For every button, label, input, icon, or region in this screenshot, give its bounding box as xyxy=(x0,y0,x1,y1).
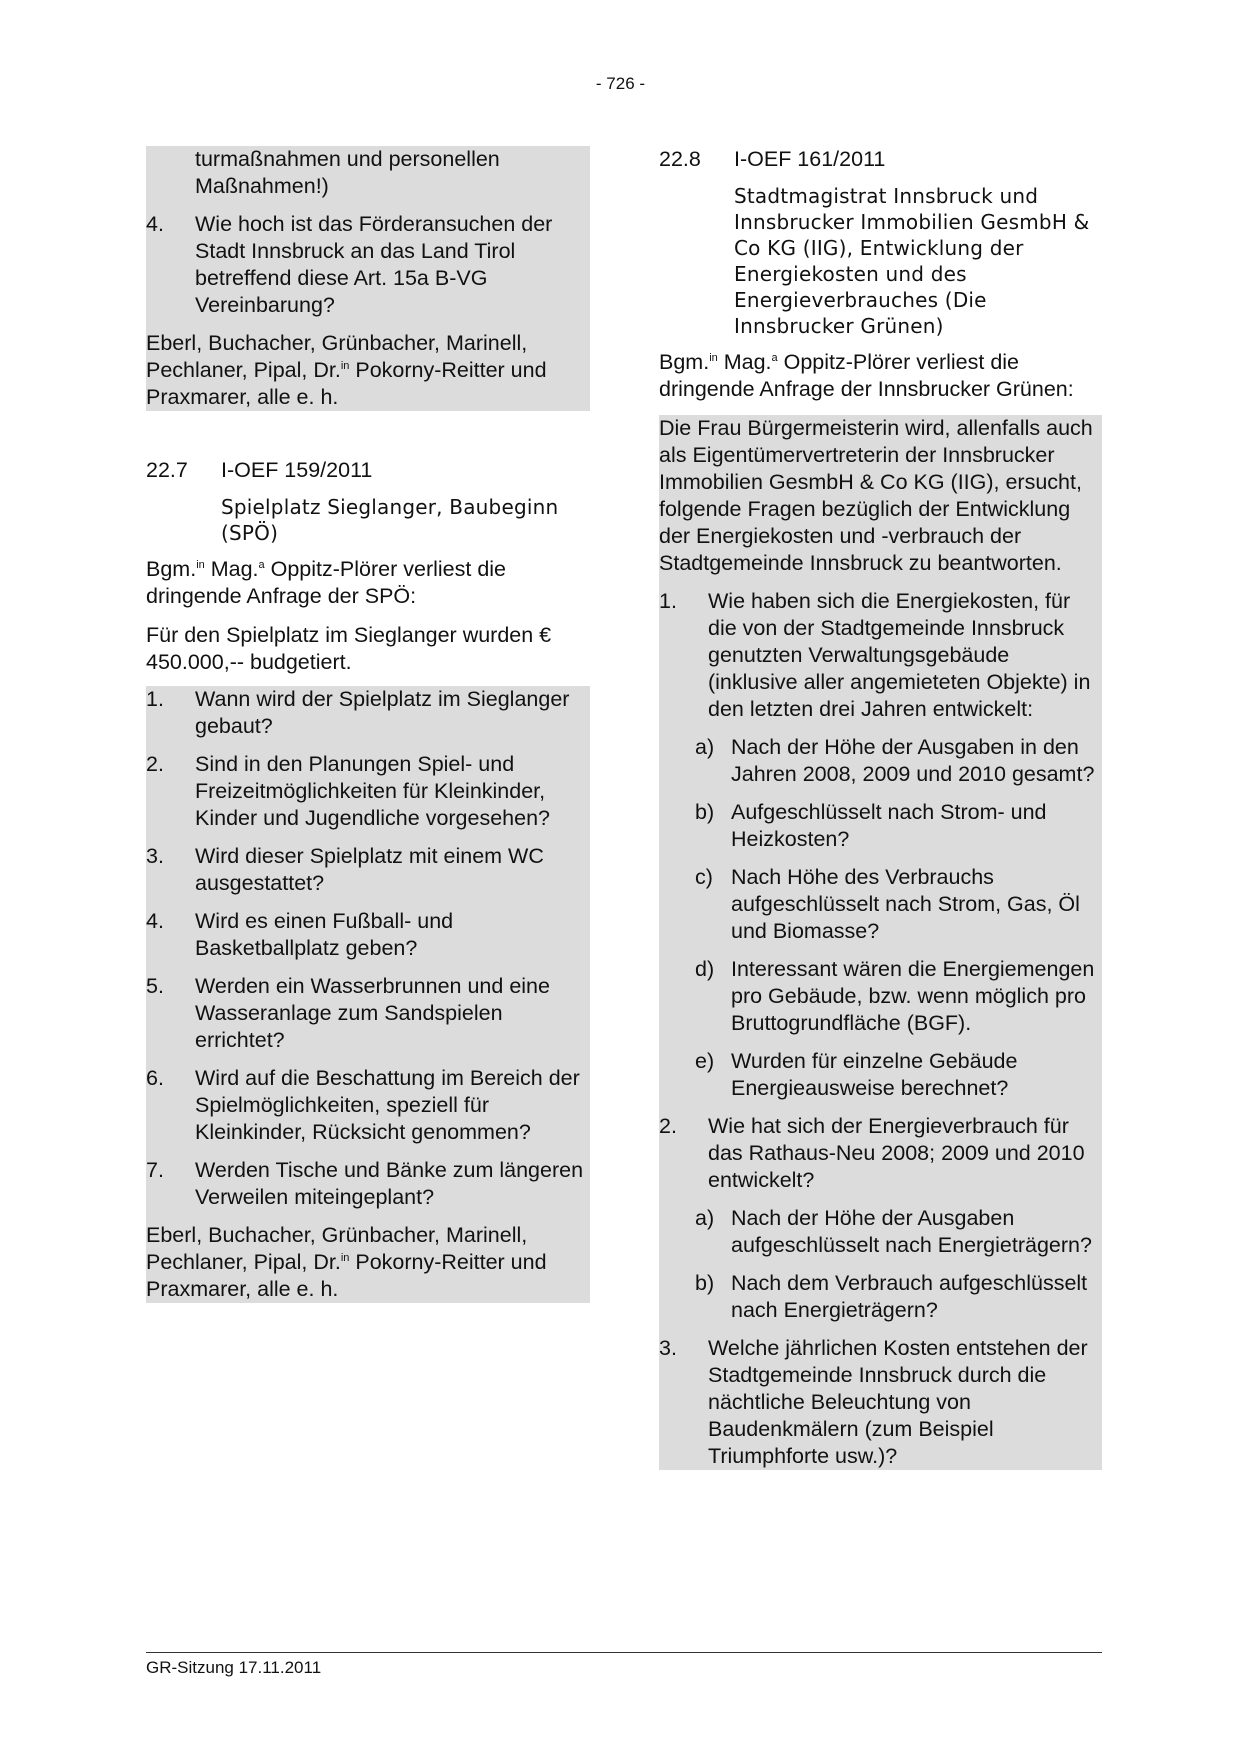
intro-paragraph: Bgm.$^{in}$ Mag.$^a$ Oppitz-Plörer verliest die dringende Anfrage der Innsbrucker Grünen: xyxy=(659,350,1074,401)
question-text: Wie hoch ist das Förderansuchen der Stadt Innsbruck an das Land Tirol betreffend diese Art. 15a B-VG Vereinbarung? xyxy=(195,212,553,317)
question-item xyxy=(659,1113,1102,1194)
continuation-line-2: Maßnahmen!) xyxy=(195,174,329,198)
item-number: 3. xyxy=(146,844,164,868)
shaded-block-request xyxy=(659,415,1102,1470)
item-number: 7. xyxy=(146,1158,164,1182)
item-number: b) xyxy=(695,800,715,824)
list-item xyxy=(695,1048,1102,1102)
list-item xyxy=(695,956,1102,1037)
item-number: c) xyxy=(695,865,713,889)
item-text: Aufgeschlüsselt nach Strom- und Heizkosten? xyxy=(731,800,1047,851)
section-title: Spielplatz Sieglanger, Baubeginn (SPÖ) xyxy=(221,495,559,545)
question-item xyxy=(146,211,590,319)
item-number: 4. xyxy=(146,909,164,933)
item-number: b) xyxy=(695,1271,715,1295)
list-item xyxy=(146,751,590,832)
question-item xyxy=(659,1335,1102,1470)
list-item xyxy=(695,1205,1102,1259)
list-item xyxy=(695,1270,1102,1324)
list-item xyxy=(695,864,1102,945)
item-number: a) xyxy=(695,1206,715,1230)
item-number: e) xyxy=(695,1049,715,1073)
item-text: Nach der Höhe der Ausgaben aufgeschlüsselt nach Energieträgern? xyxy=(731,1206,1092,1257)
signers: Eberl, Buchacher, Grünbacher, Marinell, Pechlaner, Pipal, Dr.$^{in}$ Pokorny-Reitter und Praxmarer, alle e. h. xyxy=(146,331,547,409)
item-text: Interessant wären die Energiemengen pro Gebäude, bzw. wenn möglich pro Bruttogrundfläche (BGF). xyxy=(731,957,1095,1035)
item-text: Nach dem Verbrauch aufgeschlüsselt nach Energieträgern? xyxy=(731,1271,1088,1322)
item-number: 1. xyxy=(146,687,164,711)
continuation-line-1: turmaßnahmen und personellen xyxy=(195,147,500,171)
list-item xyxy=(695,734,1102,788)
sub-question-list xyxy=(695,1205,1102,1324)
list-item xyxy=(146,843,590,897)
shaded-block-questions xyxy=(146,686,590,1303)
item-text: Nach Höhe des Verbrauchs aufgeschlüsselt nach Strom, Gas, Öl und Biomasse? xyxy=(731,865,1080,943)
question-text: Wie haben sich die Energiekosten, für die von der Stadtgemeinde Innsbruck genutzten Verwaltungsgebäude (inklusive aller angemieteten Objekte) in den letzten drei Jahren entwickelt: xyxy=(708,589,1091,721)
question-text: Welche jährlichen Kosten entstehen der Stadtgemeinde Innsbruck durch die nächtliche Beleuchtung von Baudenkmälern (zum Beispiel Triumphforte usw.)? xyxy=(708,1336,1088,1468)
item-text: Wird es einen Fußball- und Basketballplatz geben? xyxy=(195,909,454,960)
item-text: Sind in den Planungen Spiel- und Freizeitmöglichkeiten für Kleinkinder, Kinder und Jugendliche vorgesehen? xyxy=(195,752,551,830)
item-text: Nach der Höhe der Ausgaben in den Jahren 2008, 2009 und 2010 gesamt? xyxy=(731,735,1095,786)
section-number: 22.8 xyxy=(659,147,701,171)
section-heading-22-7 xyxy=(146,457,590,484)
sub-question-list xyxy=(695,734,1102,1102)
signers: Eberl, Buchacher, Grünbacher, Marinell, Pechlaner, Pipal, Dr.$^{in}$ Pokorny-Reitter und Praxmarer, alle e. h. xyxy=(146,1223,547,1301)
section-heading-22-8 xyxy=(659,146,1102,173)
intro-paragraph: Bgm.$^{in}$ Mag.$^a$ Oppitz-Plörer verliest die dringende Anfrage der SPÖ: xyxy=(146,557,507,608)
budget-paragraph: Für den Spielplatz im Sieglanger wurden € 450.000,-- budgetiert. xyxy=(146,623,552,674)
section-number: 22.7 xyxy=(146,458,188,482)
section-code: I-OEF 161/2011 xyxy=(734,147,886,171)
item-number: d) xyxy=(695,957,715,981)
item-number: 5. xyxy=(146,974,164,998)
list-item xyxy=(146,973,590,1054)
shaded-block-continuation xyxy=(146,146,590,411)
footer-divider xyxy=(146,1652,1102,1653)
item-text: Wird auf die Beschattung im Bereich der Spielmöglichkeiten, speziell für Kleinkinder, Rücksicht genommen? xyxy=(195,1066,580,1144)
question-number: 3. xyxy=(659,1336,677,1360)
item-text: Werden Tische und Bänke zum längeren Verweilen miteingeplant? xyxy=(195,1158,584,1209)
left-column xyxy=(146,146,590,1303)
section-title: Stadtmagistrat Innsbruck und Innsbrucker Immobilien GesmbH & Co KG (IIG), Entwicklung der Energiekosten und des Energieverbrauches (Die Innsbrucker Grünen) xyxy=(734,184,1090,338)
section-code: I-OEF 159/2011 xyxy=(221,458,373,482)
question-list xyxy=(146,686,590,1211)
item-text: Werden ein Wasserbrunnen und eine Wasseranlage zum Sandspielen errichtet? xyxy=(195,974,550,1052)
item-text: Wann wird der Spielplatz im Sieglanger gebaut? xyxy=(195,687,570,738)
right-column xyxy=(659,146,1102,1470)
request-paragraph: Die Frau Bürgermeisterin wird, allenfalls auch als Eigentümervertreterin der Innsbrucker Immobilien GesmbH & Co KG (IIG), ersucht, folgende Fragen bezüglich der Entwicklung der Energiekosten und -verbrauch der Stadtgemeinde Innsbruck zu beantworten. xyxy=(659,416,1093,575)
question-number: 4. xyxy=(146,212,164,236)
list-item xyxy=(146,1065,590,1146)
item-number: 2. xyxy=(146,752,164,776)
item-text: Wurden für einzelne Gebäude Energieausweise berechnet? xyxy=(731,1049,1018,1100)
question-number: 2. xyxy=(659,1114,677,1138)
item-text: Wird dieser Spielplatz mit einem WC ausgestattet? xyxy=(195,844,544,895)
list-item xyxy=(146,1157,590,1211)
list-item xyxy=(695,799,1102,853)
item-number: a) xyxy=(695,735,715,759)
page-number: - 726 - xyxy=(595,74,646,93)
footer-text: GR-Sitzung 17.11.2011 xyxy=(146,1658,322,1677)
question-number: 1. xyxy=(659,589,677,613)
list-item xyxy=(146,686,590,740)
list-item xyxy=(146,908,590,962)
question-item xyxy=(659,588,1102,723)
item-number: 6. xyxy=(146,1066,164,1090)
question-text: Wie hat sich der Energieverbrauch für das Rathaus-Neu 2008; 2009 und 2010 entwickelt? xyxy=(708,1114,1085,1192)
